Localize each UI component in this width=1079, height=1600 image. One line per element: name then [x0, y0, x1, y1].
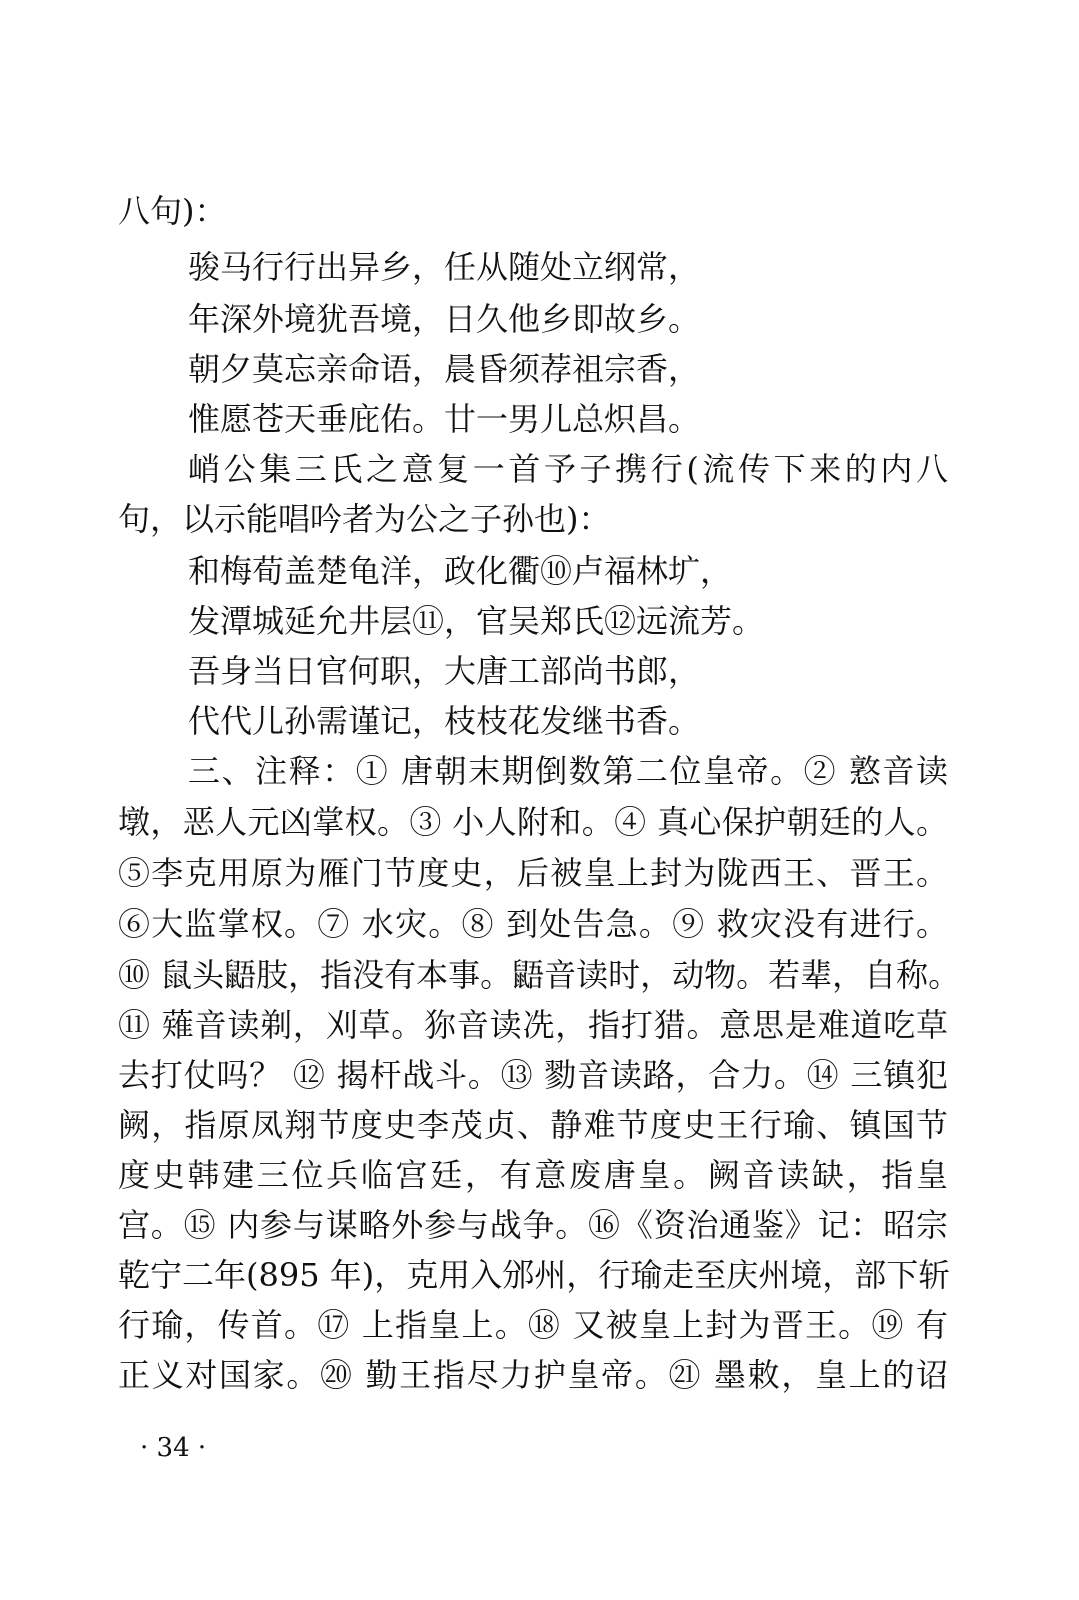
poem-line: 发潭城延允井层⑪，官吴郑氏⑫远流芳。: [188, 602, 765, 640]
text-line: 正义对国家。⑳ 勤王指尽力护皇帝。㉑ 墨敕，皇上的诏: [118, 1356, 948, 1394]
poem-line: 骏马行行出异乡，任从随处立纲常，: [188, 248, 701, 286]
text-line: ⑥大监掌权。⑦ 水灾。⑧ 到处告急。⑨ 救灾没有进行。: [118, 905, 948, 943]
poem-line: 代代儿孙需谨记，枝枝花发继书香。: [188, 702, 701, 740]
poem-line: 吾身当日官何职，大唐工部尚书郎，: [188, 652, 701, 690]
poem-line: 和梅荀盖楚龟洋，政化衢⑩卢福林圹，: [188, 552, 733, 590]
text-line: 乾宁二年(895 年)，克用入邠州，行瑜走至庆州境，部下斩: [118, 1256, 951, 1294]
text-line: 墩，恶人元凶掌权。③ 小人附和。④ 真心保护朝廷的人。: [118, 803, 948, 841]
text-line: 八句)：: [118, 192, 227, 230]
poem-line: 年深外境犹吾境，日久他乡即故乡。: [188, 300, 701, 338]
text-line: 阙，指原凤翔节度史李茂贞、静难节度史王行瑜、镇国节: [118, 1106, 948, 1144]
text-line: ⑤李克用原为雁门节度史，后被皇上封为陇西王、晋王。: [118, 854, 948, 892]
text-line: 句，以示能唱吟者为公之子孙也)：: [118, 500, 611, 538]
text-line: ⑪ 薙音读剃，刈草。狝音读冼，指打猎。意思是难道吃草: [118, 1006, 948, 1044]
poem-line: 朝夕莫忘亲命语，晨昏须荐祖宗香，: [188, 350, 701, 388]
text-line: 行瑜，传首。⑰ 上指皇上。⑱ 又被皇上封为晋王。⑲ 有: [118, 1306, 948, 1344]
text-line: 峭公集三氏之意复一首予子携行(流传下来的内八: [188, 450, 948, 488]
poem-line: 惟愿苍天垂庇佑。廿一男儿总炽昌。: [188, 400, 701, 438]
text-line: 去打仗吗？ ⑫ 揭杆战斗。⑬ 勠音读路，合力。⑭ 三镇犯: [118, 1056, 948, 1094]
page-number: · 34 ·: [140, 1433, 207, 1463]
text-line: 度史韩建三位兵临宫廷，有意废唐皇。阙音读缺，指皇: [118, 1156, 948, 1194]
text-line: ⑩ 鼠头鼯肢，指没有本事。鼯音读时，动物。若辈，自称。: [118, 956, 961, 994]
text-line: 宫。⑮ 内参与谋略外参与战争。⑯《资治通鉴》记：昭宗: [118, 1206, 948, 1244]
text-line: 三、注释：① 唐朝末期倒数第二位皇帝。② 憝音读: [188, 752, 948, 790]
